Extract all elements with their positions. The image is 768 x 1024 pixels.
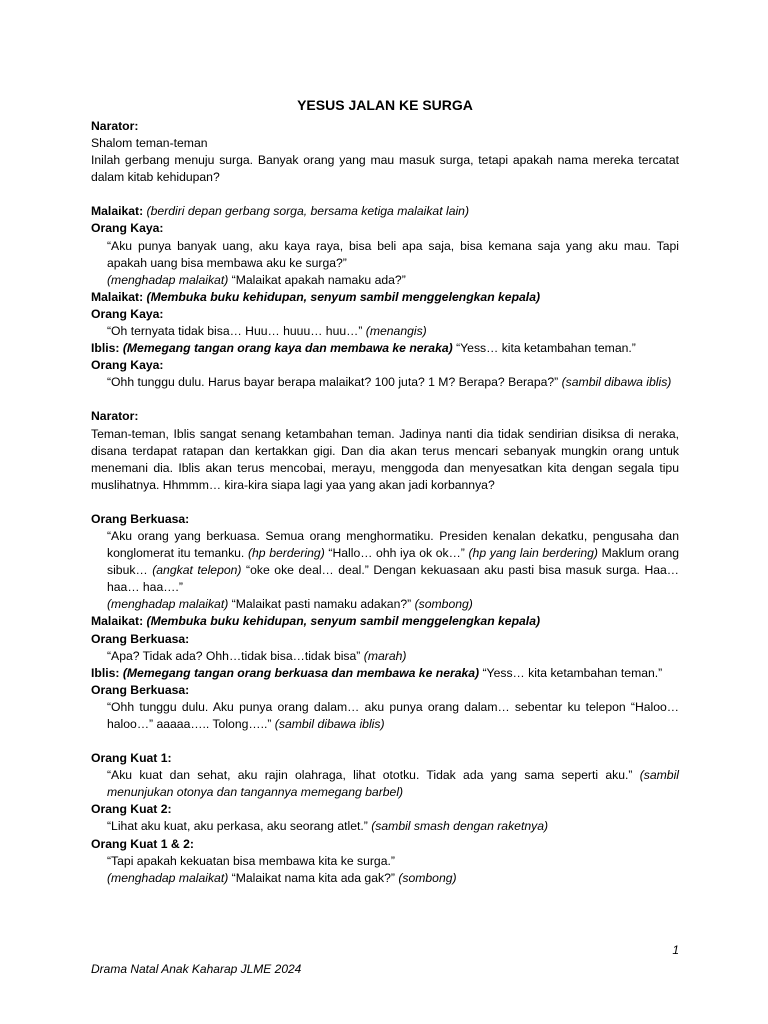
angel-response-direction: (Membuka buku kehidupan, senyum sambil menggelengkan kepala) — [146, 289, 541, 304]
rich-person-direction: (menghadap malaikat) — [107, 272, 229, 287]
paragraph-spacer — [91, 186, 679, 203]
answer-phone-direction: (angkat telepon) — [152, 563, 242, 578]
devil-speaker: Iblis: — [91, 665, 120, 680]
narrator-speaker: Narator: — [91, 409, 139, 424]
phone-ringing-direction: (hp berdering) — [247, 546, 325, 561]
powerful-person-speaker: Orang Berkuasa: — [91, 511, 190, 526]
powerful-person-angry-line — [107, 648, 679, 665]
rich-person-question-text: “Malaikat apakah namaku ada?” — [231, 272, 406, 287]
devil-speaker: Iblis: — [91, 341, 120, 356]
strong-person-1-direction: (sambil menunjukan otonya dan tangannya memegang barbel) — [107, 768, 679, 800]
devil-line — [91, 340, 679, 357]
rich-person-question — [107, 272, 679, 289]
other-phone-direction: (hp yang lain berdering) — [468, 546, 598, 561]
powerful-person-question — [107, 596, 679, 613]
rich-person-speaker: Orang Kaya: — [91, 221, 164, 236]
rich-person-dialogue: “Aku punya banyak uang, aku kaya raya, bisa beli apa saja, bisa kemana saja yang aku mau. Tapi apakah uang bisa membawa aku ke surga?” — [107, 238, 679, 270]
narrator-speaker: Narator: — [91, 119, 139, 133]
angel-speaker: Malaikat: — [91, 289, 144, 304]
devil-dialogue: “Yess… kita ketambahan teman.” — [482, 665, 663, 680]
powerful-person-speaker: Orang Berkuasa: — [91, 631, 190, 646]
phone-call-text: “Hallo… ohh iya ok ok…” — [328, 546, 465, 561]
strong-person-1-line — [107, 767, 679, 801]
strong-person-2-text: “Lihat aku kuat, aku perkasa, aku seorang atlet.” — [107, 819, 368, 834]
angel-response — [91, 613, 679, 630]
angel-response-direction: (Membuka buku kehidupan, senyum sambil menggelengkan kepala) — [146, 614, 541, 629]
strong-people-question: “Tapi apakah kekuatan bisa membawa kita ke surga.” — [107, 853, 395, 868]
devil-direction: (Memegang tangan orang kaya dan membawa ke neraka) — [122, 341, 453, 356]
rich-person-final-direction: (sambil dibawa iblis) — [561, 375, 672, 390]
narrator-explanation: Teman-teman, Iblis sangat senang ketambahan teman. Jadinya nanti dia tidak sendirian disiksa di neraka, disana terdapat ratapan dan kertakkan gigi. Dan dia akan terus mencari sebanyak mungkin orang untuk menemani dia. Iblis akan terus mencobai, merayu, menggoda dan menyesatkan kita dengan segala tipu muslihatnya. Hhmmm… kira-kira siapa lagi yaa yang akan jadi korbannya? — [91, 426, 679, 492]
strong-people-direction: (menghadap malaikat) — [107, 870, 229, 885]
strong-people-angel-question: “Malaikat nama kita ada gak?” — [231, 870, 395, 885]
strong-person-1-speaker: Orang Kuat 1: — [91, 751, 172, 766]
rich-person-crying-direction: (menangis) — [365, 324, 427, 339]
rich-person-final-line — [107, 374, 679, 391]
powerful-person-angry-text: “Apa? Tidak ada? Ohh…tidak bisa…tidak bisa” — [107, 648, 361, 663]
strong-person-2-direction: (sambil smash dengan raketnya) — [371, 819, 549, 834]
angel-entry — [91, 203, 679, 220]
narrator-greeting: Shalom teman-teman — [91, 136, 208, 151]
strong-people-arrogant-direction: (sombong) — [398, 870, 457, 885]
powerful-person-speaker: Orang Berkuasa: — [91, 682, 190, 697]
devil-line — [91, 665, 679, 682]
rich-person-crying-line — [107, 323, 679, 340]
paragraph-spacer — [91, 391, 679, 408]
rich-person-speaker: Orang Kaya: — [91, 358, 164, 373]
angel-speaker: Malaikat: — [91, 204, 144, 219]
angry-direction: (marah) — [363, 648, 407, 663]
paragraph-spacer — [91, 494, 679, 511]
strong-person-2-speaker: Orang Kuat 2: — [91, 802, 172, 817]
arrogant-direction: (sombong) — [414, 597, 473, 612]
paragraph-spacer — [91, 733, 679, 750]
rich-person-final-text: “Ohh tunggu dulu. Harus bayar berapa malaikat? 100 juta? 1 M? Berapa? Berapa?” — [107, 375, 559, 390]
strong-people-speaker: Orang Kuat 1 & 2: — [91, 836, 194, 851]
document-title: YESUS JALAN KE SURGA — [297, 97, 473, 113]
deal-text: “oke oke deal… deal.” Dengan kekuasaan aku pasti bisa masuk surga. Haa… haa… haa….” — [107, 563, 679, 595]
busy-person-text: Maklum orang sibuk… — [107, 546, 680, 578]
devil-direction: (Memegang tangan orang berkuasa dan membawa ke neraka) — [122, 665, 480, 680]
document-page — [91, 96, 679, 887]
page-number: 1 — [672, 943, 679, 957]
document-footer: Drama Natal Anak Kaharap JLME 2024 — [91, 962, 302, 976]
facing-angel-direction: (menghadap malaikat) — [107, 597, 229, 612]
rich-person-crying-text: “Oh ternyata tidak bisa… Huu… huuu… huu…” — [107, 324, 363, 339]
carried-by-devil-direction: (sambil dibawa iblis) — [274, 717, 385, 731]
powerful-question-text: “Malaikat pasti namaku adakan?” — [231, 597, 412, 612]
strong-person-2-line — [107, 818, 679, 835]
angel-response — [91, 289, 679, 306]
devil-dialogue: “Yess… kita ketambahan teman.” — [456, 341, 636, 356]
angel-speaker: Malaikat: — [91, 614, 144, 629]
strong-people-question-to-angel — [107, 870, 679, 887]
powerful-person-text: “Aku orang yang berkuasa. Semua orang menghormatiku. Presiden kenalan dekatku, pengusaha dan konglomerat itu temanku. — [107, 528, 679, 561]
angel-stage-direction: (berdiri depan gerbang sorga, bersama ketiga malaikat lain) — [146, 204, 470, 219]
strong-person-1-text: “Aku kuat dan sehat, aku rajin olahraga, lihat ototku. Tidak ada yang sama seperti aku.” — [107, 768, 633, 783]
narrator-introduction: Inilah gerbang menuju surga. Banyak orang yang mau masuk surga, tetapi apakah nama mereka tercatat dalam kitab kehidupan? — [91, 153, 679, 185]
powerful-person-final-text: “Ohh tunggu dulu. Aku punya orang dalam… aku punya orang dalam… sebentar ku telepon “Haloo… haloo…” aaaaa….. Tolong…..” — [107, 699, 679, 731]
rich-person-speaker: Orang Kaya: — [91, 306, 164, 321]
powerful-person-dialogue — [107, 528, 679, 596]
powerful-person-final-line — [107, 699, 679, 733]
